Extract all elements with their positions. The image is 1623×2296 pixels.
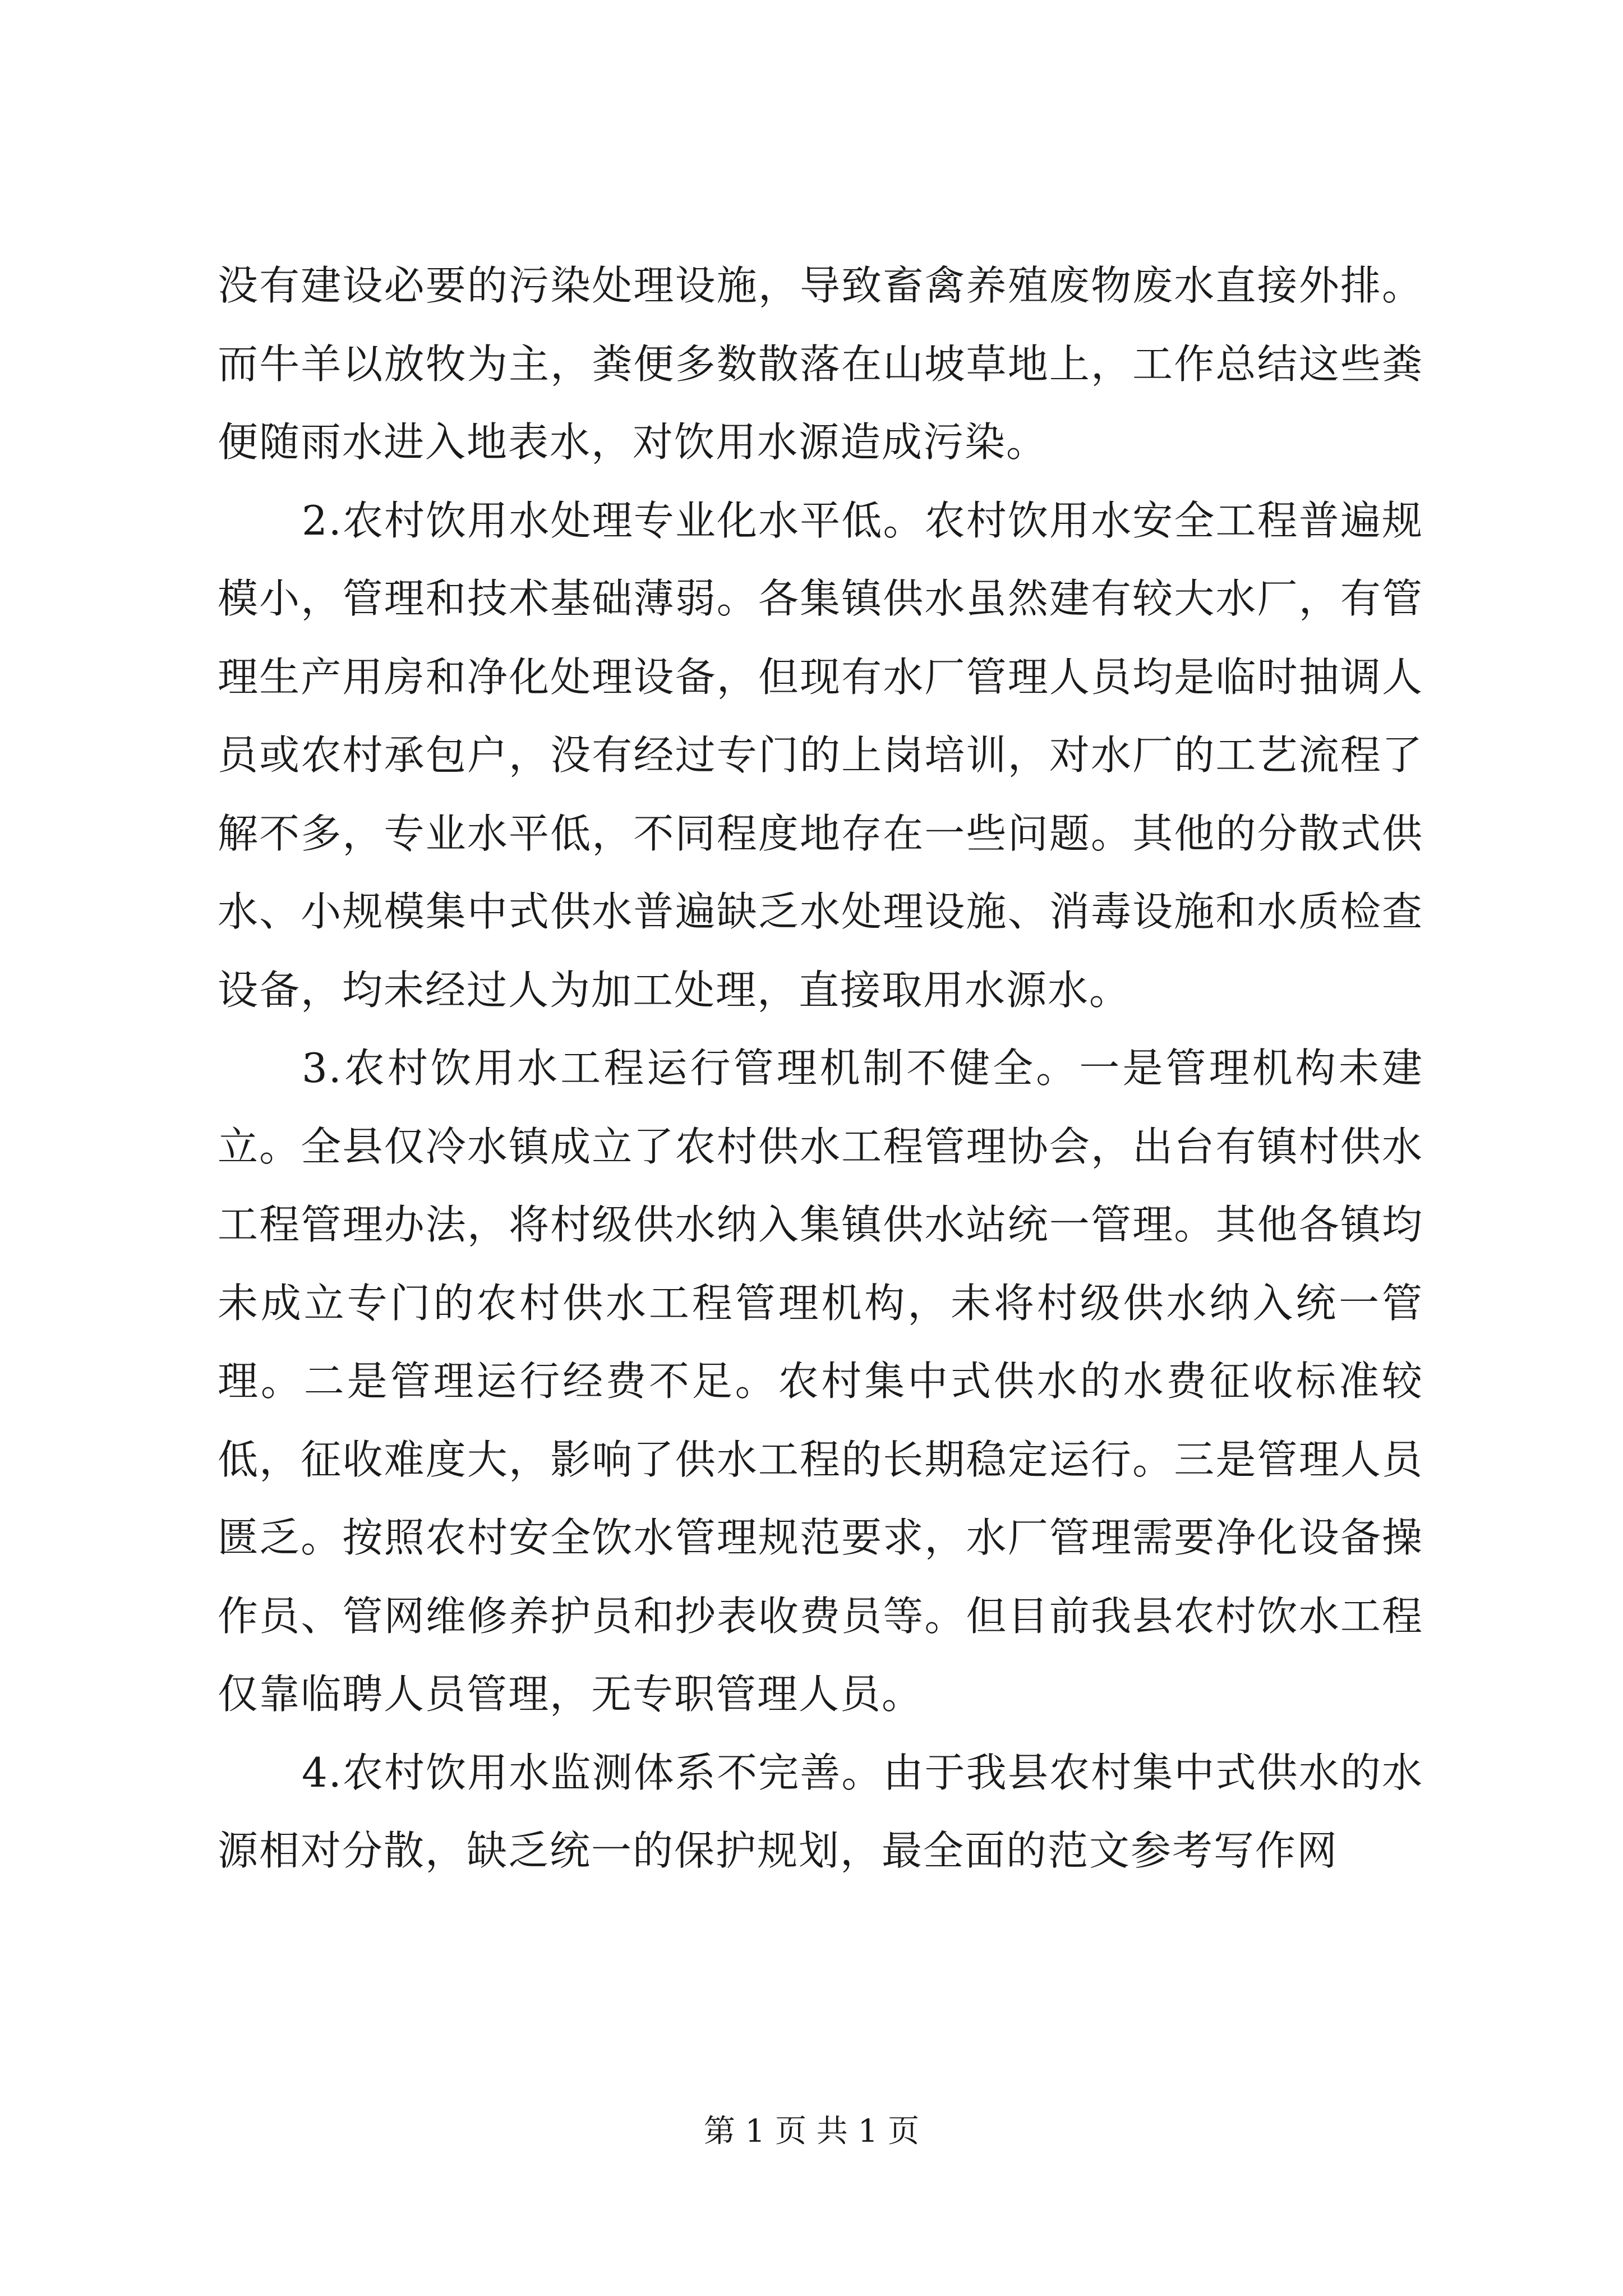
paragraph-item-2: 2.农村饮用水处理专业化水平低。农村饮用水安全工程普遍规模小，管理和技术基础薄弱。各集镇供水虽然建有较大水厂，有管理生产用房和净化处理设备，但现有水厂管理人员均是临时抽调人员或农村承包户，没有经过专门的上岗培训，对水厂的工艺流程了解不多，专业水平低，不同程度地存在一些问题。其他的分散式供水、小规模集中式供水普遍缺乏水处理设施、消毒设施和水质检查设备，均未经过人为加工处理，直接取用水源水。: [218, 496, 1423, 1014]
page-number-label: 第 1 页 共 1 页: [703, 2113, 920, 2150]
paragraph-item-4: 4.农村饮用水监测体系不完善。由于我县农村集中式供水的水源相对分散，缺乏统一的保护规划，最全面的范文参考写作网: [218, 1749, 1423, 1874]
paragraph-continuation: 没有建设必要的污染处理设施，导致畜禽养殖废物废水直接外排。而牛羊以放牧为主，粪便多数散落在山坡草地上，工作总结这些粪便随雨水进入地表水，对饮用水源造成污染。: [218, 262, 1423, 466]
paragraph-item-3: 3.农村饮用水工程运行管理机制不健全。一是管理机构未建立。全县仅冷水镇成立了农村供水工程管理协会，出台有镇村供水工程管理办法，将村级供水纳入集镇供水站统一管理。其他各镇均未成立专门的农村供水工程管理机构，未将村级供水纳入统一管理。二是管理运行经费不足。农村集中式供水的水费征收标准较低，征收难度大，影响了供水工程的长期稳定运行。三是管理人员匮乏。按照农村安全饮水管理规范要求，水厂管理需要净化设备操作员、管网维修养护员和抄表收费员等。但目前我县农村饮水工程仅靠临聘人员管理，无专职管理人员。: [218, 1045, 1423, 1718]
page-footer: [0, 2112, 1623, 2151]
document-body: [218, 247, 1423, 1890]
